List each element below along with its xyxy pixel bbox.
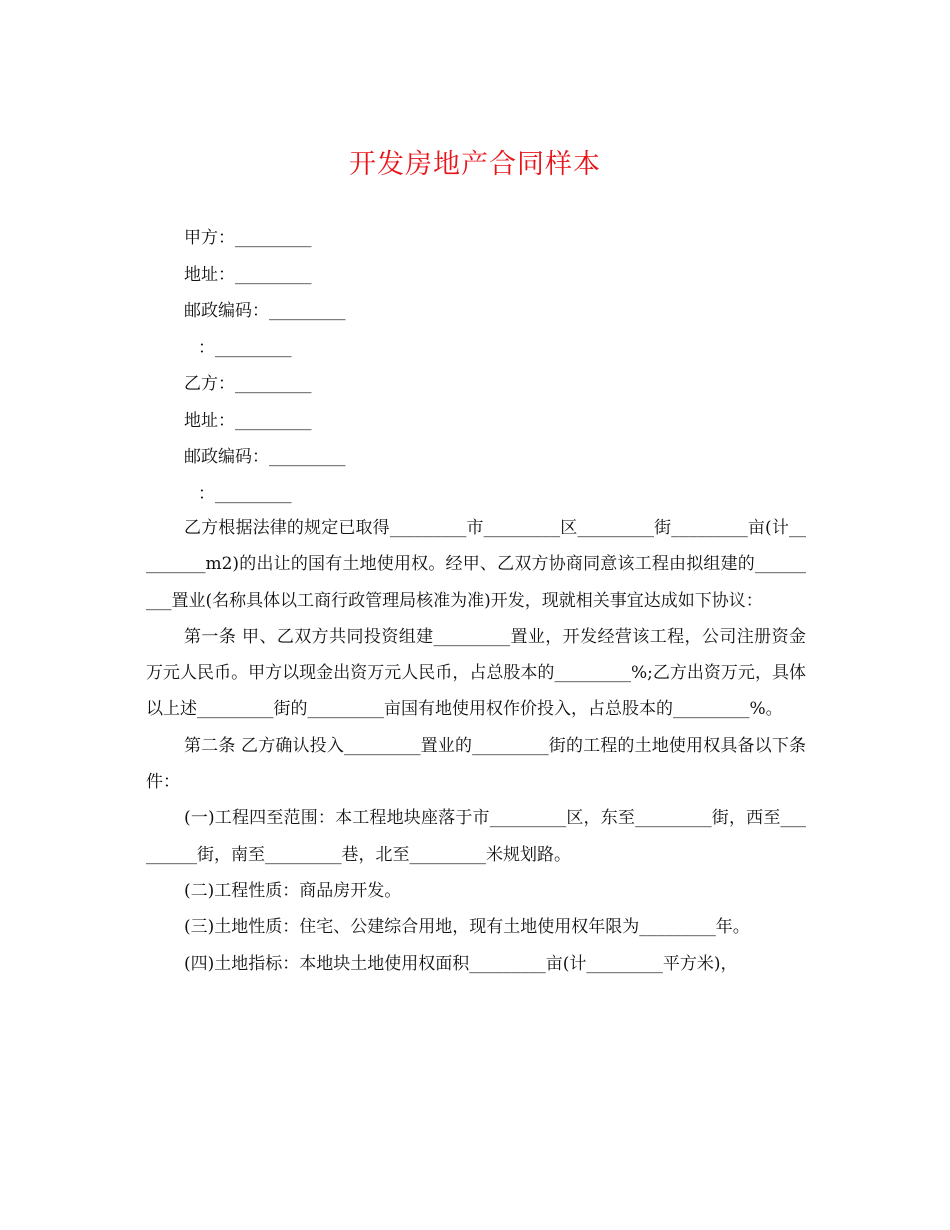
paragraph-clause-2: (二)工程性质：商品房开发。: [184, 880, 402, 901]
party-a-name: 甲方：_________: [184, 228, 312, 248]
party-a-extra: ：_________: [198, 337, 292, 358]
document-title: 开发房地产合同样本: [349, 149, 601, 180]
party-a-postcode: 邮政编码：_________: [184, 301, 346, 321]
party-a-address: 地址：_________: [184, 264, 312, 285]
party-b-postcode: 邮政编码：_________: [184, 447, 346, 467]
parties-block: [184, 220, 346, 512]
paragraph-clause-3: (三)土地性质：住宅、公建综合用地，现有土地使用权年限为_________年。: [184, 917, 750, 938]
paragraph-clause-4: (四)土地指标：本地块土地使用权面积_________亩(计_________平方米)，: [184, 953, 738, 974]
party-b-extra: ：_________: [198, 483, 292, 504]
paragraph-article-2: 第二条 乙方确认投入_________置业的_________街的工程的土地使用权具备以下条件：: [146, 735, 806, 793]
party-b-name: 乙方：_________: [184, 374, 312, 394]
party-b-address: 地址：_________: [184, 410, 312, 431]
paragraph-article-1: 第一条 甲、乙双方共同投资组建_________置业，开发经营该工程，公司注册资金万元人民币。甲方以现金出资万元人民币，占总股本的_________%;乙方出资万元，具体以上述_________街的_________亩国有地使用权作价投入，占总股本的_________%。: [146, 626, 806, 720]
contract-body: [146, 510, 806, 982]
paragraph-clause-1: (一)工程四至范围：本工程地块座落于市_________区，东至_________街，西至_________街，南至_________巷，北至_________米规划路。: [146, 808, 806, 865]
paragraph-preamble: 乙方根据法律的规定已取得_________市_________区_________街_________亩(计_________m2)的出让的国有土地使用权。经甲、乙双方协商同意该工程由拟组建的_________置业(名称具体以工商行政管理局核准为准)开发，现就相关事宜达成如下协议：: [146, 518, 806, 611]
